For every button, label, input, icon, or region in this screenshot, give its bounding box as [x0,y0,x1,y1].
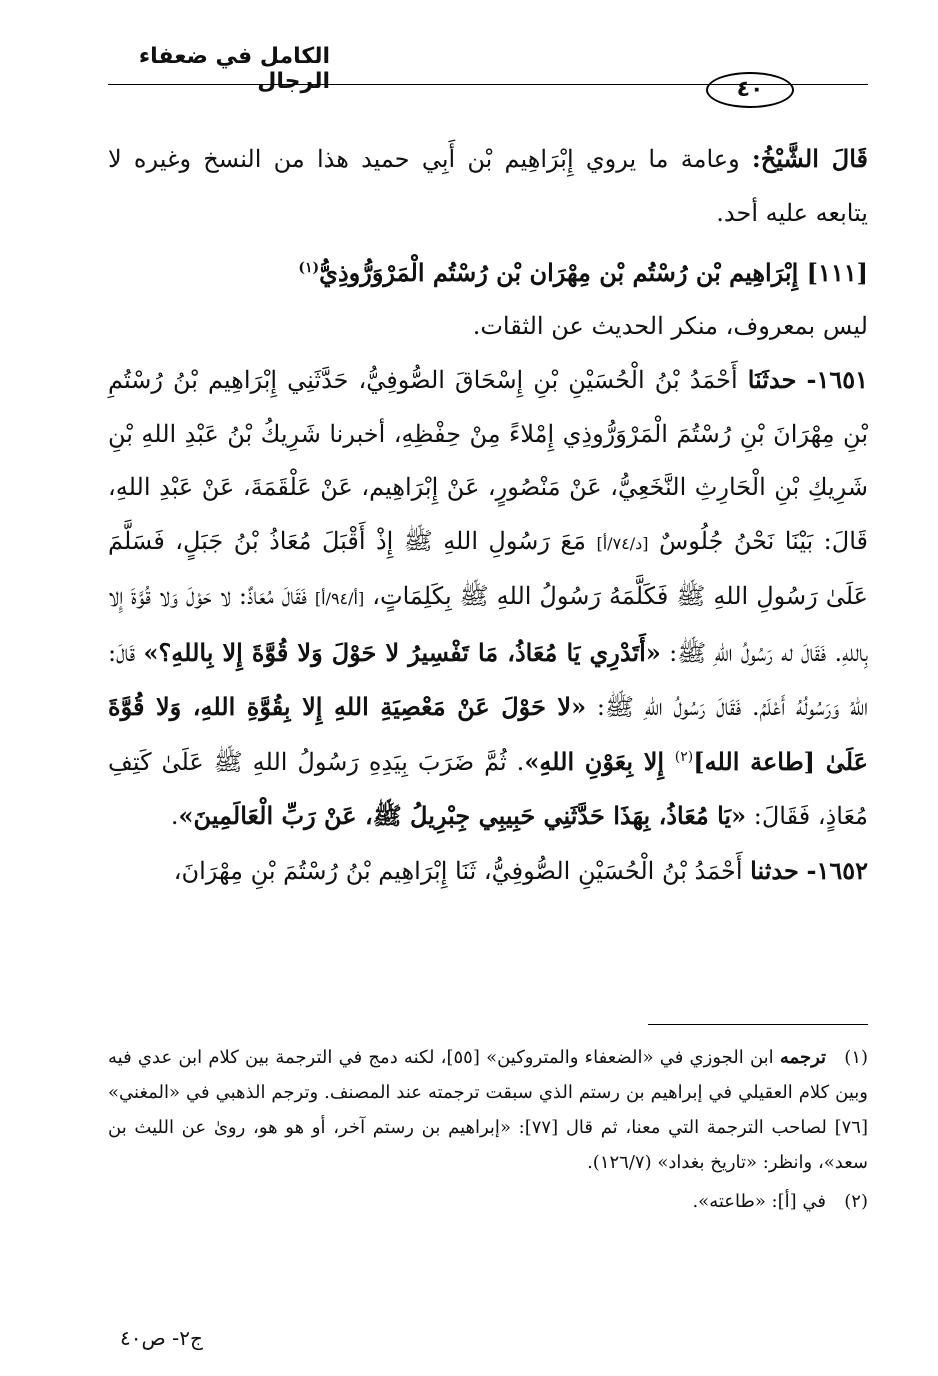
entry-heading-text: [١١١] إِبْرَاهِيم بْن رُسْتُم بْن مِهْرَان بْن رُسْتُم الْمَرْوَرُّوذِيُّ [319,258,868,287]
hadith-lead: حدثَنَا [747,365,797,394]
footnote-number: (٢) [844,1191,868,1212]
footnote-1 [108,1040,868,1180]
hadith-1652 [108,844,868,899]
prophet-quote: «يَا مُعَاذُ، بِهَذَا حَدَّثَنِي حَبِيبِي جِبْرِيلُ ﷺ، عَنْ رَبِّ الْعَالَمِينَ» [178,801,747,830]
footnote-text: في [أ]: «طاعته». [692,1191,826,1212]
footer-volume-page: ج٢- ص٤٠ [120,1326,203,1350]
hadith-text-c: فَقَالَ مُعَاذٌ: لا حَوْلَ وَلا قُوَّةَ إِلا بِاللهِ. فَقَالَ له رَسُولُ اللهِ ﷺ: [108,582,869,667]
footnote-text: ابن الجوزي في «الضعفاء والمتروكين» [٥٥]، لكنه دمج في الترجمة بين كلام ابن عدي فيه وبين كلام العقيلي في إبراهيم بن رستم الذي سبقت ترجمته عند المصنف. وترجم الذهبي في «المغني» [٧٦] لصاحب الترجمة التي معنا، ثم قال [٧٧]: «إبراهيم بن رستم آخر، أو هو هو، روىٰ عن الليث بن سعد»، وانظر: «تاريخ بغداد» (١٢٦/٧). [108,1047,868,1173]
hadith-number: ١٦٥١- [806,365,868,394]
manuscript-ref: [أ/٩٤/أ] [314,589,365,608]
footnote-number: (١) [844,1047,869,1068]
hadith-1651 [108,353,868,844]
hadith-number: ١٦٥٢- [806,855,868,885]
footnote-marker-2[interactable]: (٢) [674,748,694,765]
hadith-text-d: قَالَ: اللهُ وَرَسُولُهُ أَعْلَمُ. فَقَالَ رَسُولُ اللهِ ﷺ: [108,638,868,721]
sheikh-lead: قَالَ الشَّيْخُ: [751,144,869,173]
hadith-lead: حدثنا [750,855,799,885]
hadith-text-b: مَعَ رَسُولِ اللهِ ﷺ إِذْ أَقْبَلَ مُعَاذُ بْنُ جَبَلٍ، فَسَلَّمَ عَلَىٰ رَسُولِ اللهِ ﷺ فَكَلَّمَهُ رَسُولُ اللهِ ﷺ بِكَلِمَاتٍ، [108,526,869,610]
main-text [108,132,868,898]
entry-description: ليس بمعروف، منكر الحديث عن الثقات. [472,311,868,340]
prophet-quote: «لا حَوْلَ عَنْ مَعْصِيَةِ اللهِ إِلا بِقُوَّةِ اللهِ، وَلا قُوَّةَ عَلَىٰ [طاعة الله] [108,692,868,776]
hadith-text-a: أَحْمَدُ بْنُ الْحُسَيْنِ بْنِ إِسْحَاقَ الصُّوفِيُّ، حَدَّثَنِي إِبْرَاهِيم بْنُ رُسْتُمِ بْنِ مِهْرَانَ بْنِ رُسْتُمَ الْمَرْوَرُّوذِي إِمْلاءً مِنْ حِفْظِهِ، أخبرنا شَرِيكُ بْنُ عَبْدِ اللهِ بْنِ شَرِيكِ بْنِ الْحَارِثِ النَّخَعِيُّ، عَنْ مَنْصُورٍ، عَنْ إِبْرَاهِيم، عَنْ عَلْقَمَةَ، عَنْ عَبْدِ اللهِ، قَالَ: بَيْنَا نَحْنُ جُلُوسٌ [108,366,868,555]
header-rule [108,84,868,85]
footnote-rule [648,1024,868,1025]
footnote-2 [108,1184,868,1219]
sheikh-paragraph [108,132,868,240]
hadith-end: . [170,802,179,830]
footnote-lead: ترجمه [779,1047,827,1068]
prophet-quote-end: إِلا بِعَوْنِ اللهِ» [524,746,675,776]
entry-heading [108,246,868,300]
running-header-title: الكامل في ضعفاء الرجال [138,44,330,94]
page-number-badge: ٤٠ [706,72,794,108]
sheikh-text: وعامة ما يروي إِبْرَاهِيم بْن أَبِي حميد هذا من النسخ وغيره لا يتابعه عليه أحد. [108,145,868,227]
hadith-text: أَحْمَدُ بْنُ الْحُسَيْنِ الصُّوفِيُّ، ثَنَا إِبْرَاهِيم بْنُ رُسْتُمَ بْنِ مِهْرَانَ، [173,856,751,885]
prophet-quote: «أَتَدْرِي يَا مُعَاذُ، مَا تَفْسِيرُ لا حَوْلَ وَلا قُوَّةَ إِلا بِاللهِ؟» [143,637,661,667]
hadith-text-e: . ثُمَّ ضَرَبَ بِيَدِهِ رَسُولُ اللهِ ﷺ عَلَىٰ كَتِفِ مُعَاذٍ، فَقَالَ: [108,747,868,830]
footnotes [108,1040,868,1219]
footnote-marker-1[interactable]: (١) [298,260,320,276]
manuscript-ref: [د/٧٤/أ] [596,533,649,553]
